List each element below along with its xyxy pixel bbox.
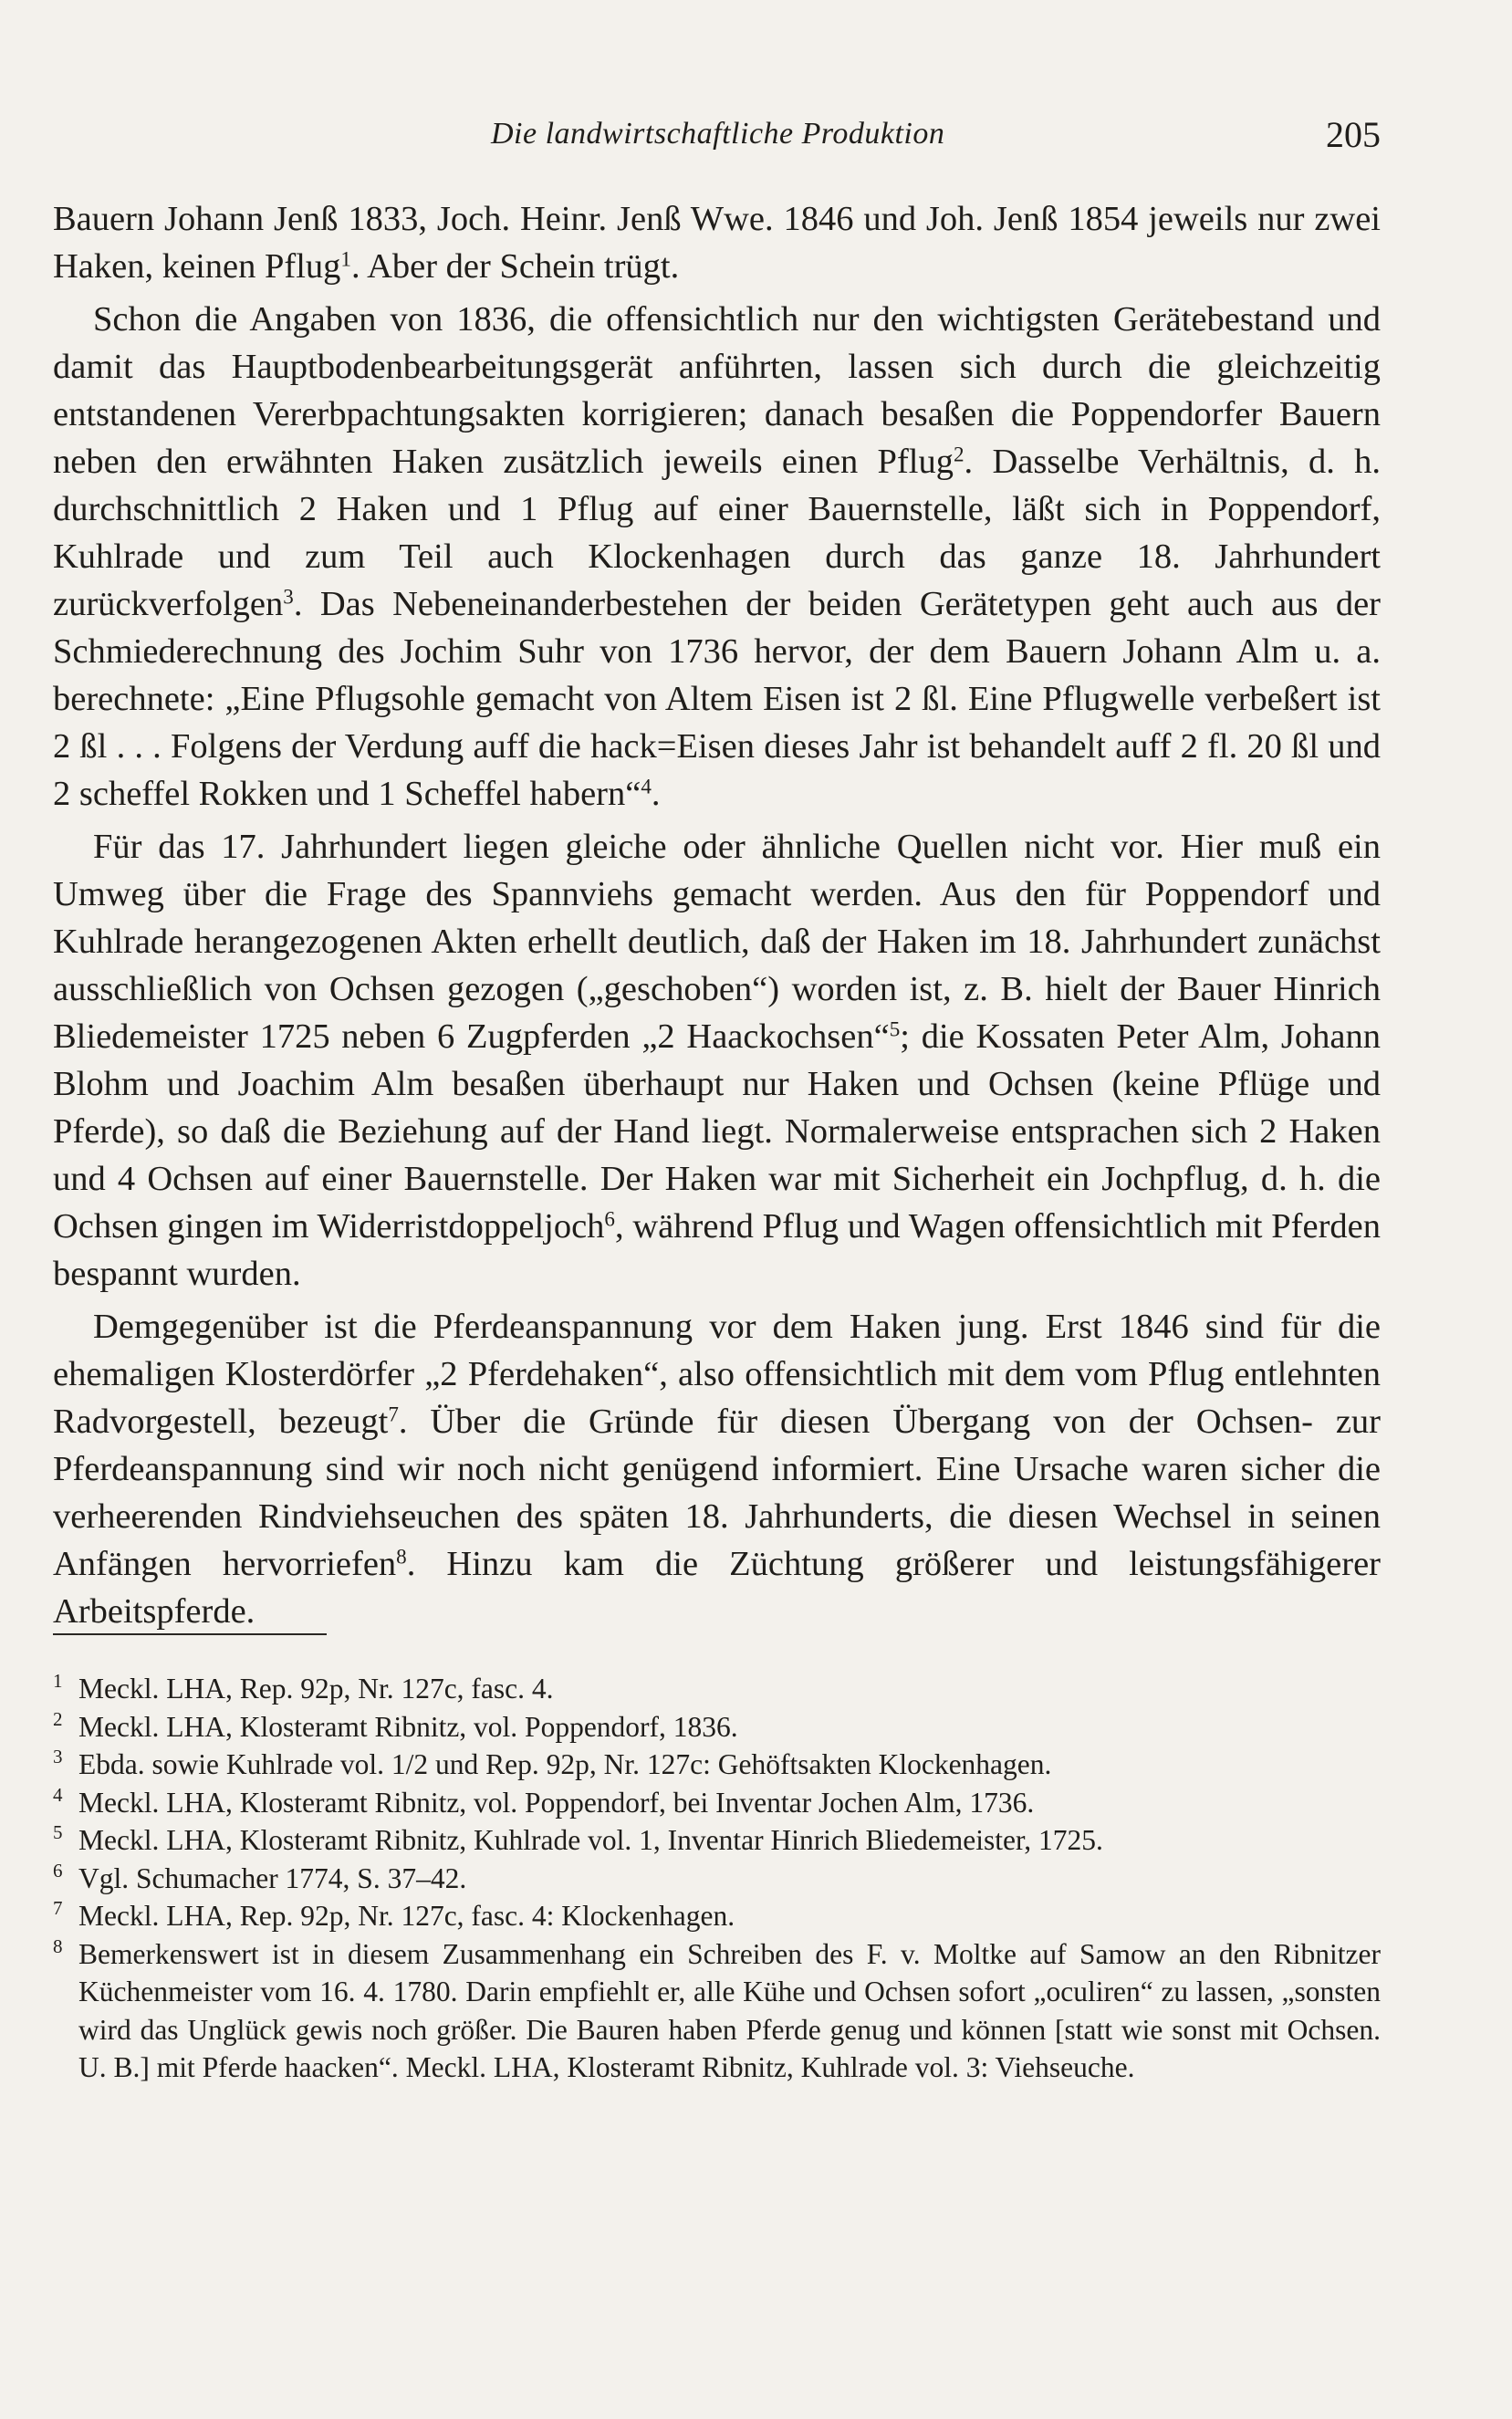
footnote [53, 1860, 1381, 1898]
footnote-reference: 2 [954, 442, 965, 466]
paragraph-text: Bauern Johann Jenß 1833, Joch. Heinr. Jenß Wwe. 1846 und Joh. Jenß 1854 jeweils nur zwei Haken, keinen Pflug [53, 200, 1381, 286]
footnote-reference: 8 [396, 1544, 407, 1569]
footnote [53, 1821, 1381, 1860]
footnote [53, 1784, 1381, 1822]
footnote-text: Ebda. sowie Kuhlrade vol. 1/2 und Rep. 92p, Nr. 127c: Gehöftsakten Klockenhagen. [78, 1748, 1052, 1780]
paragraph-text: , während Pflug und Wagen offensichtlich mit Pferden bespannt wurden. [53, 1207, 1381, 1293]
footnote-text: Meckl. LHA, Klosteramt Ribnitz, vol. Poppendorf, 1836. [78, 1710, 738, 1743]
footnotes [53, 1670, 1381, 2087]
footnote-number: 8 [53, 1934, 63, 1957]
footnote [53, 1746, 1381, 1784]
footnote-text: Meckl. LHA, Klosteramt Ribnitz, vol. Poppendorf, bei Inventar Jochen Alm, 1736. [78, 1786, 1035, 1819]
footnote-reference: 4 [641, 774, 652, 798]
paragraph [53, 823, 1381, 1298]
paragraph-text: Schon die Angaben von 1836, die offensichtlich nur den wichtigsten Gerätebestand und damit das Hauptbodenbearbeitungsgerät anführten, lassen sich durch die gleichzeitig entstandenen Vererbpachtungsakten korrigieren; danach besaßen die Poppendorfer Bauern neben den erwähnten Haken zusätzlich jeweils einen Pflug [53, 300, 1381, 481]
paragraph-text: . [651, 775, 661, 813]
footnote-text: Vgl. Schumacher 1774, S. 37–42. [78, 1861, 467, 1894]
footnote-number: 2 [53, 1707, 63, 1730]
footnote-text: Bemerkenswert ist in diesem Zusammenhang ein Schreiben des F. v. Moltke auf Samow an den Ribnitzer Küchenmeister vom 16. 4. 1780. Darin empfiehlt er, alle Kühe und Ochsen sofort „oculiren“ zu lassen, „sonsten wird das Unglück gewis noch größer. Die Bauren haben Pferde genug und können [statt wie sonst mit Ochsen. U. B.] mit Pferde haacken“. Meckl. LHA, Klosteramt Ribnitz, Kuhlrade vol. 3: Viehseuche. [78, 1937, 1381, 2083]
footnote-reference: 1 [340, 246, 351, 271]
footnote-reference: 3 [283, 584, 294, 609]
footnote-number: 1 [53, 1670, 63, 1692]
footnote [53, 1708, 1381, 1746]
footnote-number: 7 [53, 1897, 63, 1919]
footnote-reference: 7 [388, 1402, 399, 1426]
footnote-number: 6 [53, 1859, 63, 1882]
paragraph [53, 1303, 1381, 1635]
paragraph-text: Demgegenüber ist die Pferdeanspannung vor dem Haken jung. Erst 1846 sind für die ehemaligen Klosterdörfer „2 Pferdehaken“, also offensichtlich mit dem vom Pflug entlehnten Radvorgestell, bezeugt [53, 1308, 1381, 1441]
paragraph [53, 195, 1381, 290]
paragraph [53, 296, 1381, 818]
body-text [53, 195, 1381, 1635]
running-title: Die landwirtschaftliche Produktion [491, 117, 945, 151]
footnote-text: Meckl. LHA, Rep. 92p, Nr. 127c, fasc. 4: Klockenhagen. [78, 1900, 735, 1932]
paragraph-text: ; die Kossaten Peter Alm, Johann Blohm und Joachim Alm besaßen überhaupt nur Haken und Ochsen (keine Pflüge und Pferde), so daß die Beziehung auf der Hand liegt. Normalerweise entsprachen sich 2 Haken und 4 Ochsen auf einer Bauernstelle. Der Haken war mit Sicherheit ein Jochpflug, d. h. die Ochsen gingen im Widerristdoppeljoch [53, 1017, 1381, 1246]
footnote-separator [53, 1633, 327, 1635]
page-header [53, 114, 1381, 162]
footnote-reference: 5 [889, 1017, 901, 1041]
footnote-number: 4 [53, 1783, 63, 1806]
footnote-number: 5 [53, 1821, 63, 1843]
paragraph-text: Für das 17. Jahrhundert liegen gleiche oder ähnliche Quellen nicht vor. Hier muß ein Umweg über die Frage des Spannviehs gemacht werden. Aus den für Poppendorf und Kuhlrade herangezogenen Akten erhellt deutlich, daß der Haken im 18. Jahrhundert zunächst ausschließlich von Ochsen gezogen („geschoben“) worden ist, z. B. hielt der Bauer Hinrich Bliedemeister 1725 neben 6 Zugpferden „2 Haackochsen“ [53, 828, 1381, 1056]
footnote [53, 1670, 1381, 1708]
page-number: 205 [1326, 114, 1381, 155]
paragraph-text: . Über die Gründe für diesen Übergang von der Ochsen- zur Pferdeanspannung sind wir noch nicht genügend informiert. Eine Ursache waren sicher die verheerenden Rindviehseuchen des späten 18. Jahrhunderts, die diesen Wechsel in seinen Anfängen hervorriefen [53, 1402, 1381, 1583]
footnote-text: Meckl. LHA, Klosteramt Ribnitz, Kuhlrade vol. 1, Inventar Hinrich Bliedemeister, 1725. [78, 1824, 1103, 1856]
paragraph-text: . Das Nebeneinanderbestehen der beiden Gerätetypen geht auch aus der Schmiederechnung des Jochim Suhr von 1736 hervor, der dem Bauern Johann Alm u. a. berechnete: „Eine Pflugsohle gemacht von Altem Eisen ist 2 ßl. Eine Pflugwelle verbeßert ist 2 ßl . . . Folgens der Verdung auff die hack=Eisen dieses Jahr ist behandelt auff 2 fl. 20 ßl und 2 scheffel Rokken und 1 Scheffel habern“ [53, 585, 1381, 813]
paragraph-text: . Aber der Schein trügt. [350, 247, 680, 286]
footnote-reference: 6 [604, 1206, 615, 1231]
footnote [53, 1897, 1381, 1935]
paragraph-text: . Dasselbe Verhältnis, d. h. durchschnittlich 2 Haken und 1 Pflug auf einer Bauernstelle, läßt sich in Poppendorf, Kuhlrade und zum Teil auch Klockenhagen durch das ganze 18. Jahrhundert zurückverfolgen [53, 443, 1382, 623]
footnote-number: 3 [53, 1746, 63, 1767]
paragraph-text: . Hinzu kam die Züchtung größerer und leistungsfähigerer Arbeitspferde. [53, 1545, 1381, 1631]
footnote [53, 1935, 1381, 2087]
footnote-text: Meckl. LHA, Rep. 92p, Nr. 127c, fasc. 4. [78, 1673, 554, 1705]
